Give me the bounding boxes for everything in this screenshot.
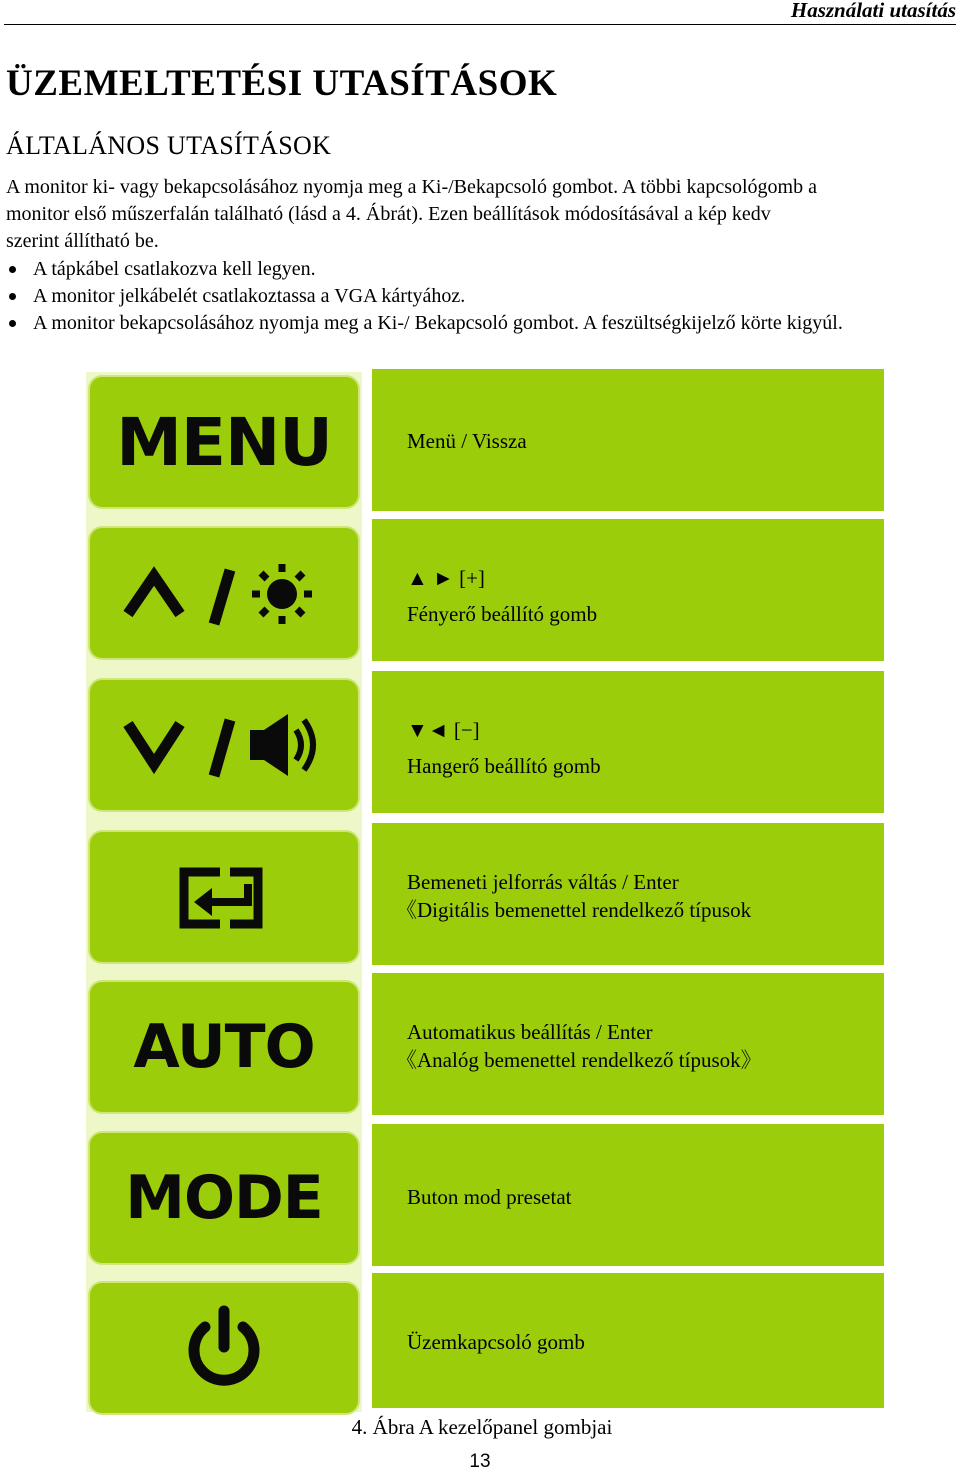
intro-line: monitor első műszerfalán található (lásd a 4. Ábrát). Ezen beállítások módosításával a kép kedv xyxy=(6,203,771,225)
bullet-icon xyxy=(9,293,16,300)
power-description xyxy=(372,1273,884,1408)
description-line: Hangerő beállító gomb xyxy=(407,754,601,778)
description-line: Fényerő beállító gomb xyxy=(407,602,598,626)
power-icon xyxy=(90,1283,358,1413)
input-description xyxy=(372,823,884,965)
description-line: Üzemkapcsoló gomb xyxy=(407,1330,585,1354)
bullet-icon xyxy=(9,320,16,327)
intro-line: szerint állítható be. xyxy=(6,230,159,252)
menu-icon: MENU xyxy=(116,403,332,481)
description-line: Bemeneti jelforrás váltás / Enter xyxy=(407,870,679,894)
list-item: A tápkábel csatlakozva kell legyen. xyxy=(6,256,956,283)
description-line: 《Analóg bemenettel rendelkező típusok》 xyxy=(396,1048,762,1072)
description-line: ▲ ► [+] xyxy=(407,566,485,590)
mode-button xyxy=(90,1133,358,1263)
mode-icon: MODE xyxy=(125,1163,323,1233)
header-rule xyxy=(4,24,956,25)
input-button xyxy=(90,832,358,962)
description-line: 《Digitális bemenettel rendelkező típusok xyxy=(396,898,752,922)
instruction-list xyxy=(6,256,956,337)
down-volume-icon xyxy=(90,680,358,810)
brightness-button xyxy=(90,528,358,658)
intro-paragraph xyxy=(6,174,956,255)
figure-caption: 4. Ábra A kezelőpanel gombjai xyxy=(351,1415,613,1439)
page-title: ÜZEMELTETÉSI UTASÍTÁSOK xyxy=(6,63,558,104)
list-item: A monitor bekapcsolásához nyomja meg a Ki-/ Bekapcsoló gombot. A feszültségkijelző körte kigyúl. xyxy=(6,310,956,337)
power-button xyxy=(90,1283,358,1413)
description-line: Buton mod presetat xyxy=(407,1185,572,1209)
header-title: Használati utasítás xyxy=(790,0,956,22)
menu-button xyxy=(90,377,358,507)
menu-description xyxy=(372,369,884,511)
mode-description xyxy=(372,1124,884,1266)
section-title: ÁLTALÁNOS UTASÍTÁSOK xyxy=(6,131,332,160)
brightness-description xyxy=(372,519,884,661)
auto-button xyxy=(90,982,358,1112)
volume-button xyxy=(90,680,358,810)
description-line: Automatikus beállítás / Enter xyxy=(407,1020,653,1044)
list-item: A monitor jelkábelét csatlakoztassa a VGA kártyához. xyxy=(6,283,956,310)
input-enter-icon xyxy=(90,832,358,962)
bullet-icon xyxy=(9,266,16,273)
up-brightness-icon xyxy=(90,528,358,658)
description-line: Menü / Vissza xyxy=(407,429,527,453)
volume-description xyxy=(372,671,884,813)
auto-icon: AUTO xyxy=(133,1012,315,1082)
intro-line: A monitor ki- vagy bekapcsolásához nyomja meg a Ki-/Bekapcsoló gombot. A többi kapcsológomb a xyxy=(6,176,817,198)
page-number: 13 xyxy=(469,1451,491,1472)
description-line: ▼◄ [−] xyxy=(407,718,480,742)
auto-description xyxy=(372,973,884,1115)
